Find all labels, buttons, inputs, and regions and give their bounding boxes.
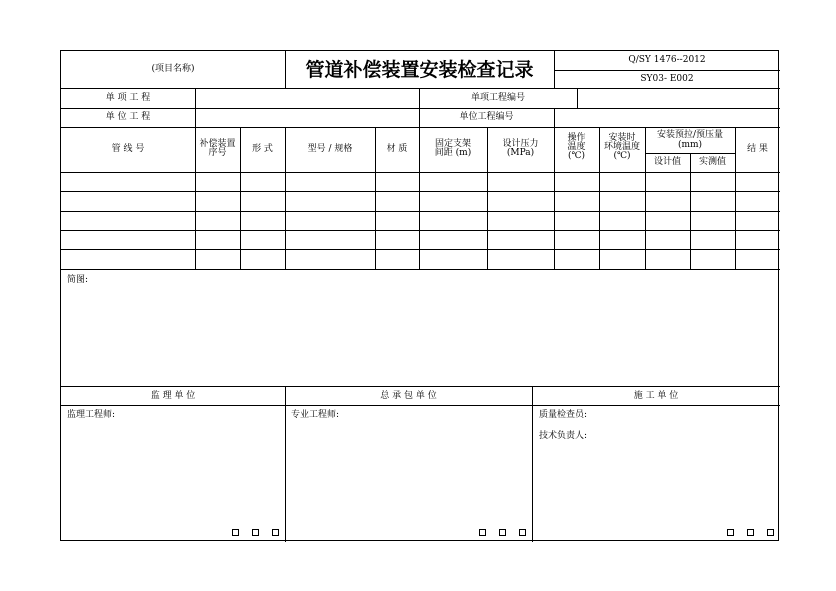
- row-divider: [554, 70, 780, 71]
- row-divider: [61, 230, 780, 231]
- row-divider: [61, 191, 780, 192]
- unit-project-no-value[interactable]: [555, 109, 779, 126]
- sketch-area[interactable]: [62, 270, 779, 385]
- col-install-env-temp: (℃): [613, 151, 631, 161]
- col-prestretch: 安装预拉/预压量: [656, 130, 724, 140]
- col-support-spacing: 固定支架: [434, 139, 471, 149]
- unit-project-value[interactable]: [195, 109, 419, 126]
- construction-unit-heading: 施 工 单 位: [633, 391, 679, 401]
- date-year-box[interactable]: [727, 529, 734, 536]
- technical-lead-label: 技术负责人:: [539, 431, 588, 441]
- col-comp-seq: 序号: [208, 148, 227, 158]
- col-install-env-temp: 安装时: [608, 133, 636, 143]
- general-contractor-heading: 总 承 包 单 位: [380, 391, 437, 401]
- inspection-record-form: [60, 50, 779, 541]
- col-pipe-no: 管 线 号: [111, 144, 145, 154]
- sketch-label: 简图:: [67, 275, 89, 285]
- supervision-unit-heading: 监 理 单 位: [150, 391, 196, 401]
- col-material: 材 质: [386, 144, 408, 154]
- unit-project-no-label: 单位工程编号: [459, 112, 514, 122]
- form-number: SY03- E002: [640, 74, 694, 84]
- date-month-box[interactable]: [252, 529, 259, 536]
- standard-number: Q/SY 1476--2012: [628, 55, 706, 65]
- single-project-no-label: 单项工程编号: [470, 93, 525, 103]
- col-divider: [532, 386, 533, 542]
- quality-inspector-label: 质量检查员:: [539, 410, 588, 420]
- col-measured-value: 实测值: [698, 157, 726, 167]
- col-comp-seq: 补偿装置: [199, 139, 236, 149]
- col-operating-temp: 操作: [567, 133, 586, 143]
- col-operating-temp: (℃): [567, 151, 586, 161]
- col-design-pressure: (MPa): [506, 148, 535, 158]
- single-project-label: 单 项 工 程: [105, 93, 151, 103]
- single-project-value[interactable]: [195, 89, 419, 107]
- date-year-box[interactable]: [232, 529, 239, 536]
- col-form: 形 式: [252, 144, 273, 154]
- row-divider: [61, 127, 780, 128]
- date-month-box[interactable]: [747, 529, 754, 536]
- col-design-value: 设计值: [653, 157, 681, 167]
- row-divider: [61, 172, 780, 173]
- col-design-pressure: 设计压力: [502, 139, 539, 149]
- col-divider: [285, 386, 286, 542]
- col-install-env-temp: 环境温度: [603, 142, 640, 152]
- col-support-spacing: 间距 (m): [434, 148, 472, 158]
- single-project-no-value[interactable]: [578, 89, 779, 107]
- row-divider: [61, 386, 780, 387]
- col-divider: [690, 153, 691, 269]
- date-month-box[interactable]: [499, 529, 506, 536]
- col-model: 型号 / 规格: [307, 144, 353, 154]
- date-day-box[interactable]: [767, 529, 774, 536]
- date-day-box[interactable]: [272, 529, 279, 536]
- date-day-box[interactable]: [519, 529, 526, 536]
- row-divider: [61, 405, 780, 406]
- col-operating-temp: 温度: [567, 142, 586, 152]
- unit-project-label: 单 位 工 程: [105, 112, 151, 122]
- supervision-engineer-label: 监理工程师:: [67, 410, 116, 420]
- row-divider: [61, 211, 780, 212]
- col-result: 结 果: [747, 144, 768, 154]
- form-title: 管道补偿装置安装检查记录: [305, 59, 534, 81]
- project-name: (项目名称): [151, 64, 195, 74]
- professional-engineer-label: 专业工程师:: [291, 410, 340, 420]
- row-divider: [61, 249, 780, 250]
- col-prestretch-unit: (mm): [677, 140, 703, 150]
- date-year-box[interactable]: [479, 529, 486, 536]
